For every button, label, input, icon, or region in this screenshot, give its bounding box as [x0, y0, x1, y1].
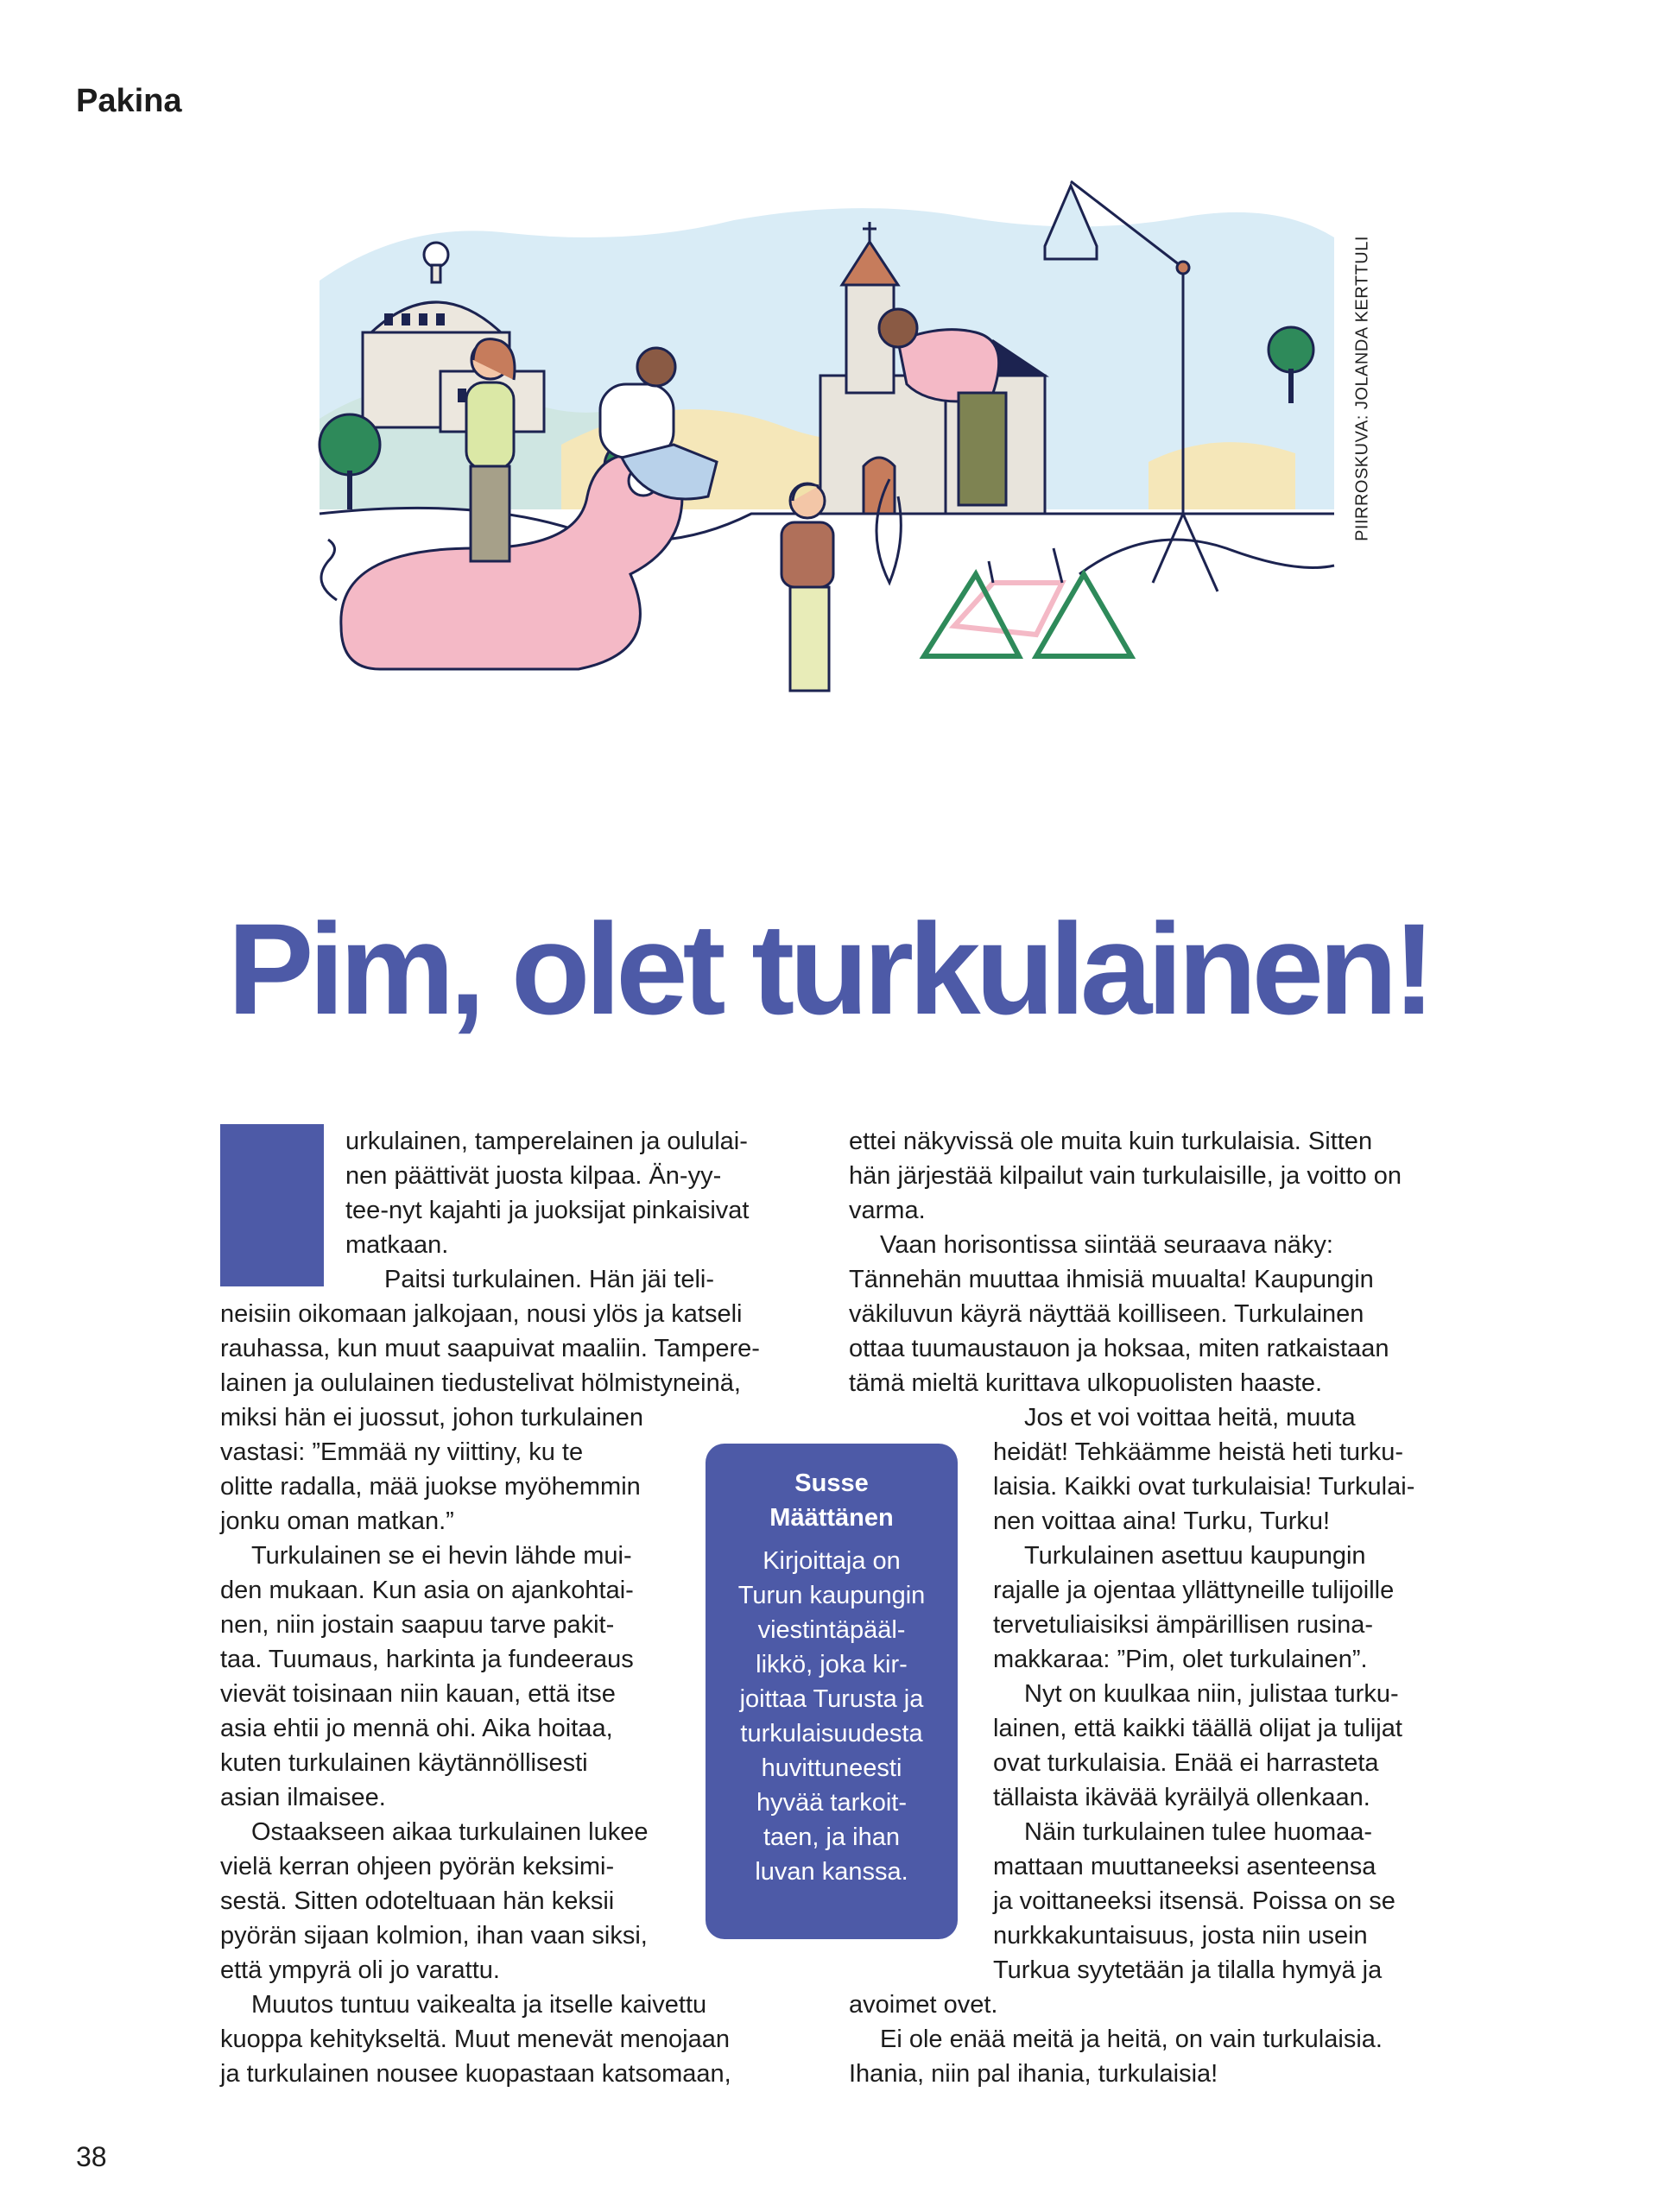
section-label: Pakina [76, 83, 182, 119]
text-line: Paitsi turkulainen. Hän jäi teli- [384, 1266, 715, 1293]
text-line: makkaraa: ”Pim, olet turkulainen”. [993, 1646, 1368, 1673]
text-line: tämä mieltä kurittava ulkopuolisten haaste. [849, 1369, 1323, 1397]
text-line: Jos et voi voittaa heitä, muuta [1024, 1404, 1356, 1431]
text-line: rauhassa, kun muut saapuivat maaliin. Tampere- [220, 1335, 760, 1362]
headline: Pim, olet turkulainen! [227, 896, 1431, 1041]
text-line: nen, niin jostain saapuu tarve pakit- [220, 1611, 615, 1639]
text-line: sestä. Sitten odoteltuaan hän keksii [220, 1887, 615, 1915]
illustration [302, 168, 1364, 859]
text-line: tervetuliaisiksi ämpärillisen rusina- [993, 1611, 1373, 1639]
author-bio [706, 1544, 958, 1889]
text-line: Turkulainen se ei hevin lähde mui- [251, 1542, 632, 1570]
text-line: kuten turkulainen käytännöllisesti [220, 1749, 588, 1777]
text-line: jonku oman matkan.” [220, 1507, 454, 1535]
author-box [706, 1444, 958, 1939]
text-line: Ostaakseen aikaa turkulainen lukee [251, 1818, 649, 1846]
text-line: avoimet ovet. [849, 1991, 998, 2019]
text-line: ottaa tuumaustauon ja hoksaa, miten ratkaistaan [849, 1335, 1389, 1362]
text-line: heidät! Tehkäämme heistä heti turku- [993, 1438, 1404, 1466]
text-line: Turkulainen asettuu kaupungin [1024, 1542, 1366, 1570]
bio-line: turkulaisuudesta [740, 1720, 923, 1747]
author-name [706, 1466, 958, 1535]
column-1-wrap [345, 1124, 794, 1262]
text-line: vielä kerran ohjeen pyörän keksimi- [220, 1853, 615, 1880]
text-line: kuoppa kehitykseltä. Muut menevät menojaan [220, 2026, 731, 2053]
text-line: Ihania, niin pal ihania, turkulaisia! [849, 2060, 1218, 2088]
text-line: neisiin oikomaan jalkojaan, nousi ylös ja katseli [220, 1300, 743, 1328]
column-2-bottom [849, 1988, 1471, 2091]
text-line: asia ehtii jo mennä ohi. Aika hoitaa, [220, 1715, 613, 1742]
text-line: nen päättivät juosta kilpaa. Än-yy- [345, 1162, 722, 1190]
text-line: Vaan horisontissa siintää seuraava näky: [880, 1231, 1333, 1259]
text-line: tällaista ikävää kyräilyä ollenkaan. [993, 1784, 1370, 1811]
text-line: Turkua syytetään ja tilalla hymyä ja [993, 1956, 1383, 1984]
text-line: olitte radalla, mää juokse myöhemmin [220, 1473, 641, 1501]
text-line: tee-nyt kajahti ja juoksijat pinkaisivat [345, 1197, 750, 1224]
text-line: taa. Tuumaus, harkinta ja fundeeraus [220, 1646, 634, 1673]
text-line: hän järjestää kilpailut vain turkulaisille, ja voitto on [849, 1162, 1402, 1190]
text-line: Näin turkulainen tulee huomaa- [1024, 1818, 1373, 1846]
bio-line: hyvää tarkoit- [756, 1789, 908, 1817]
text-line: varma. [849, 1197, 926, 1224]
text-line: ettei näkyvissä ole muita kuin turkulaisia. Sitten [849, 1128, 1373, 1155]
text-line: ja voittaneeksi itsensä. Poissa on se [993, 1887, 1395, 1915]
text-line: että ympyrä oli jo varattu. [220, 1956, 500, 1984]
text-line: Muutos tuntuu vaikealta ja itselle kaivettu [251, 1991, 707, 2019]
text-line: den mukaan. Kun asia on ajankohtai- [220, 1577, 634, 1604]
text-line: laisia. Kaikki ovat turkulaisia! Turkulai- [993, 1473, 1415, 1501]
bio-line: Kirjoittaja on [763, 1547, 901, 1575]
bio-line: taen, ja ihan [763, 1823, 900, 1851]
text-line: ja turkulainen nousee kuopastaan katsomaan, [220, 2060, 731, 2088]
text-line: ovat turkulaisia. Enää ei harrasteta [993, 1749, 1379, 1777]
text-line: väkiluvun käyrä näyttää koilliseen. Turkulainen [849, 1300, 1364, 1328]
text-line: lainen ja oululainen tiedustelivat hölmistyneinä, [220, 1369, 741, 1397]
text-line: nurkkakuntaisuus, josta niin usein [993, 1922, 1368, 1950]
text-line: pyörän sijaan kolmion, ihan vaan siksi, [220, 1922, 648, 1950]
text-line: vievät toisinaan niin kauan, että itse [220, 1680, 616, 1708]
author-name-line: Määttänen [769, 1504, 894, 1532]
bio-line: Turun kaupungin [737, 1582, 926, 1609]
column-2-mid [993, 1400, 1477, 1988]
photo-credit [1347, 233, 1378, 544]
text-line: Nyt on kuulkaa niin, julistaa turku- [1024, 1680, 1399, 1708]
bio-line: luvan kanssa. [755, 1858, 908, 1886]
page-number: 38 [76, 2141, 107, 2172]
bio-line: likkö, joka kir- [756, 1651, 908, 1678]
text-line: urkulainen, tamperelainen ja oululai- [345, 1128, 748, 1155]
text-line: Ei ole enää meitä ja heitä, on vain turkulaisia. [880, 2026, 1383, 2053]
text-line: Tännehän muuttaa ihmisiä muualta! Kaupungin [849, 1266, 1374, 1293]
text-line: rajalle ja ojentaa yllättyneille tulijoille [993, 1577, 1395, 1604]
bio-line: huvittuneesti [761, 1754, 902, 1782]
bio-line: joittaa Turusta ja [739, 1685, 924, 1713]
text-line: matkaan. [345, 1231, 449, 1259]
author-name-line: Susse [794, 1469, 869, 1497]
text-line: asian ilmaisee. [220, 1784, 386, 1811]
column-2-top [849, 1124, 1471, 1400]
text-line: nen voittaa aina! Turku, Turku! [993, 1507, 1331, 1535]
text-line: lainen, että kaikki täällä olijat ja tulijat [993, 1715, 1402, 1742]
photo-credit-text: PIIRROSKUVA: JOLANDA KERTTULI [1352, 236, 1372, 541]
text-line: mattaan muuttaneeksi asenteensa [993, 1853, 1376, 1880]
text-line: miksi hän ei juossut, johon turkulainen [220, 1404, 644, 1431]
bio-line: viestintäpääl- [757, 1616, 906, 1644]
text-line: vastasi: ”Emmää ny viittiny, ku te [220, 1438, 584, 1466]
